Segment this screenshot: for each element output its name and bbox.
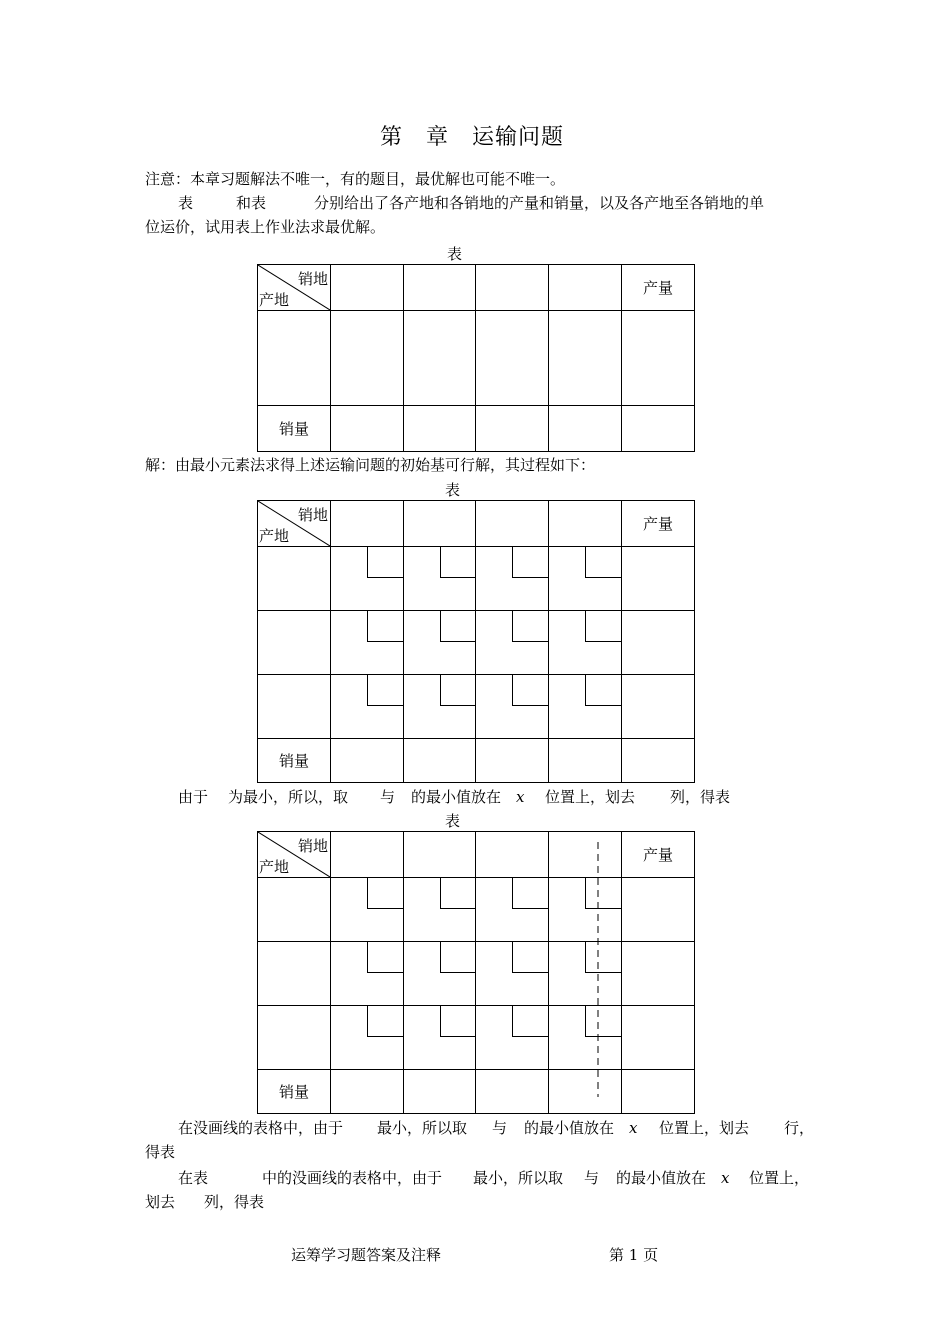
demand-cell bbox=[476, 739, 549, 783]
xiaoliang-label-cell: 销量 bbox=[258, 1070, 331, 1114]
cost-box bbox=[585, 611, 621, 642]
cost-box bbox=[367, 611, 403, 642]
para2-f: 行， bbox=[784, 1119, 815, 1137]
cost-cell bbox=[549, 611, 622, 675]
xiaodi-label: 销地 bbox=[297, 837, 328, 855]
chandi-label: 产地 bbox=[259, 858, 290, 876]
cost-box bbox=[512, 1006, 548, 1037]
note-text: 注意：本章习题解法不唯一，有的题目，最优解也可能不唯一。 bbox=[145, 170, 566, 188]
table-cell bbox=[476, 311, 549, 406]
demand-cell bbox=[331, 1070, 404, 1114]
solution-intro: 解：由最小元素法求得上述运输问题的初始基可行解，其过程如下： bbox=[145, 456, 596, 474]
header-cell bbox=[331, 832, 404, 878]
cost-cell bbox=[549, 547, 622, 611]
cost-cell bbox=[404, 675, 476, 739]
para1-e: 位置上，划去 bbox=[545, 788, 636, 806]
para1-x: x bbox=[516, 788, 525, 806]
para2-b: 最小，所以取 bbox=[377, 1119, 468, 1137]
para1-a: 由于 bbox=[178, 788, 209, 806]
cost-box bbox=[585, 675, 621, 706]
footer-page-number: 第 1 页 bbox=[609, 1246, 659, 1264]
chandi-label: 产地 bbox=[259, 291, 290, 309]
cost-box bbox=[367, 942, 403, 973]
corner-cell bbox=[258, 265, 331, 311]
cost-cell bbox=[476, 1006, 549, 1070]
demand-cell bbox=[404, 1070, 476, 1114]
cost-box bbox=[512, 547, 548, 578]
header-cell bbox=[331, 265, 404, 311]
cost-cell bbox=[331, 675, 404, 739]
cost-cell bbox=[476, 675, 549, 739]
cost-box bbox=[585, 878, 621, 909]
cost-box bbox=[367, 1006, 403, 1037]
header-cell bbox=[404, 832, 476, 878]
problem-text-b: 和表 bbox=[236, 194, 267, 212]
table-cell bbox=[622, 406, 695, 452]
row-label-cell bbox=[258, 547, 331, 611]
para2-a: 在没画线的表格中，由于 bbox=[178, 1119, 344, 1137]
cost-cell bbox=[331, 547, 404, 611]
table-cell bbox=[549, 311, 622, 406]
supply-cell bbox=[622, 547, 695, 611]
header-cell bbox=[404, 265, 476, 311]
cost-box bbox=[585, 547, 621, 578]
cost-box bbox=[440, 675, 476, 706]
table-cell bbox=[404, 406, 476, 452]
row-label-cell bbox=[258, 1006, 331, 1070]
demand-cell bbox=[549, 1070, 622, 1114]
para3-line2b: 列，得表 bbox=[204, 1193, 265, 1211]
para3-b: 中的没画线的表格中，由于 bbox=[262, 1169, 443, 1187]
cost-cell bbox=[404, 611, 476, 675]
corner-cell bbox=[258, 501, 331, 547]
para3-d: 与 bbox=[584, 1169, 600, 1187]
table-cell bbox=[622, 1070, 695, 1114]
table2-caption: 表 bbox=[445, 481, 461, 499]
para2-d: 的最小值放在 bbox=[524, 1119, 615, 1137]
row-label-cell bbox=[258, 675, 331, 739]
table1 bbox=[257, 264, 695, 452]
para3-f: 位置上， bbox=[749, 1169, 810, 1187]
cross-out-dashed-line bbox=[594, 842, 602, 1097]
table2 bbox=[257, 500, 695, 783]
cost-cell bbox=[404, 942, 476, 1006]
para1-f: 列，得表 bbox=[670, 788, 731, 806]
cost-cell bbox=[331, 878, 404, 942]
table-cell bbox=[622, 739, 695, 783]
problem-text-c: 分别给出了各产地和各销地的产量和销量，以及各产地至各销地的单 bbox=[314, 194, 765, 212]
table-cell bbox=[258, 311, 331, 406]
para3-e: 的最小值放在 bbox=[616, 1169, 707, 1187]
cost-cell bbox=[476, 878, 549, 942]
para3-c: 最小，所以取 bbox=[473, 1169, 564, 1187]
para1-b: 为最小，所以，取 bbox=[228, 788, 349, 806]
xiaoliang-label-cell: 销量 bbox=[258, 739, 331, 783]
cost-box bbox=[585, 1006, 621, 1037]
table-cell bbox=[331, 406, 404, 452]
header-cell bbox=[476, 501, 549, 547]
para3-line2a: 划去 bbox=[145, 1193, 176, 1211]
para3-x: x bbox=[721, 1169, 730, 1187]
cost-cell bbox=[331, 942, 404, 1006]
cost-cell bbox=[549, 675, 622, 739]
cost-cell bbox=[331, 1006, 404, 1070]
header-cell bbox=[549, 501, 622, 547]
xiaoliang-label-cell: 销量 bbox=[258, 406, 331, 452]
chandi-label: 产地 bbox=[259, 527, 290, 545]
chapter-title: 第 章 运输问题 bbox=[380, 125, 565, 150]
cost-cell bbox=[476, 547, 549, 611]
chanliang-header: 产量 bbox=[622, 265, 695, 311]
header-cell bbox=[331, 501, 404, 547]
para2-c: 与 bbox=[492, 1119, 508, 1137]
cost-cell bbox=[476, 942, 549, 1006]
xiaodi-label: 销地 bbox=[297, 506, 328, 524]
cost-box bbox=[367, 547, 403, 578]
header-cell bbox=[549, 832, 622, 878]
cost-box bbox=[440, 1006, 476, 1037]
footer-book-title: 运筹学习题答案及注释 bbox=[291, 1246, 442, 1264]
row-label-cell bbox=[258, 878, 331, 942]
cost-cell bbox=[476, 611, 549, 675]
table1-caption: 表 bbox=[447, 245, 463, 263]
supply-cell bbox=[622, 878, 695, 942]
para1-c: 与 bbox=[380, 788, 396, 806]
cost-box bbox=[512, 611, 548, 642]
supply-cell bbox=[622, 675, 695, 739]
supply-cell bbox=[622, 611, 695, 675]
table3 bbox=[257, 831, 695, 1114]
para2-line2: 得表 bbox=[145, 1143, 176, 1161]
para1-d: 的最小值放在 bbox=[411, 788, 502, 806]
demand-cell bbox=[549, 739, 622, 783]
cost-box bbox=[440, 547, 476, 578]
chanliang-header: 产量 bbox=[622, 832, 695, 878]
cost-box bbox=[367, 878, 403, 909]
table3-caption: 表 bbox=[445, 812, 461, 830]
cost-cell bbox=[549, 1006, 622, 1070]
row-label-cell bbox=[258, 611, 331, 675]
table-cell bbox=[549, 406, 622, 452]
chanliang-header: 产量 bbox=[622, 501, 695, 547]
demand-cell bbox=[476, 1070, 549, 1114]
header-cell bbox=[476, 832, 549, 878]
cost-cell bbox=[549, 878, 622, 942]
cost-cell bbox=[331, 611, 404, 675]
para3-a: 在表 bbox=[178, 1169, 209, 1187]
table-cell bbox=[476, 406, 549, 452]
cost-box bbox=[440, 878, 476, 909]
para2-x: x bbox=[629, 1119, 638, 1137]
cost-box bbox=[512, 675, 548, 706]
table-cell bbox=[404, 311, 476, 406]
header-cell bbox=[404, 501, 476, 547]
table-cell bbox=[331, 311, 404, 406]
cost-cell bbox=[404, 878, 476, 942]
demand-cell bbox=[404, 739, 476, 783]
table-cell bbox=[622, 311, 695, 406]
row-label-cell bbox=[258, 942, 331, 1006]
cost-box bbox=[512, 942, 548, 973]
cost-box bbox=[440, 611, 476, 642]
corner-cell bbox=[258, 832, 331, 878]
cost-cell bbox=[404, 1006, 476, 1070]
cost-box bbox=[440, 942, 476, 973]
cost-cell bbox=[549, 942, 622, 1006]
cost-box bbox=[585, 942, 621, 973]
cost-box bbox=[512, 878, 548, 909]
problem-text-a: 表 bbox=[178, 194, 194, 212]
supply-cell bbox=[622, 1006, 695, 1070]
cost-box bbox=[367, 675, 403, 706]
header-cell bbox=[549, 265, 622, 311]
xiaodi-label: 销地 bbox=[297, 270, 328, 288]
para2-e: 位置上，划去 bbox=[659, 1119, 750, 1137]
problem-text-line2: 位运价，试用表上作业法求最优解。 bbox=[145, 218, 386, 236]
supply-cell bbox=[622, 942, 695, 1006]
cost-cell bbox=[404, 547, 476, 611]
header-cell bbox=[476, 265, 549, 311]
demand-cell bbox=[331, 739, 404, 783]
